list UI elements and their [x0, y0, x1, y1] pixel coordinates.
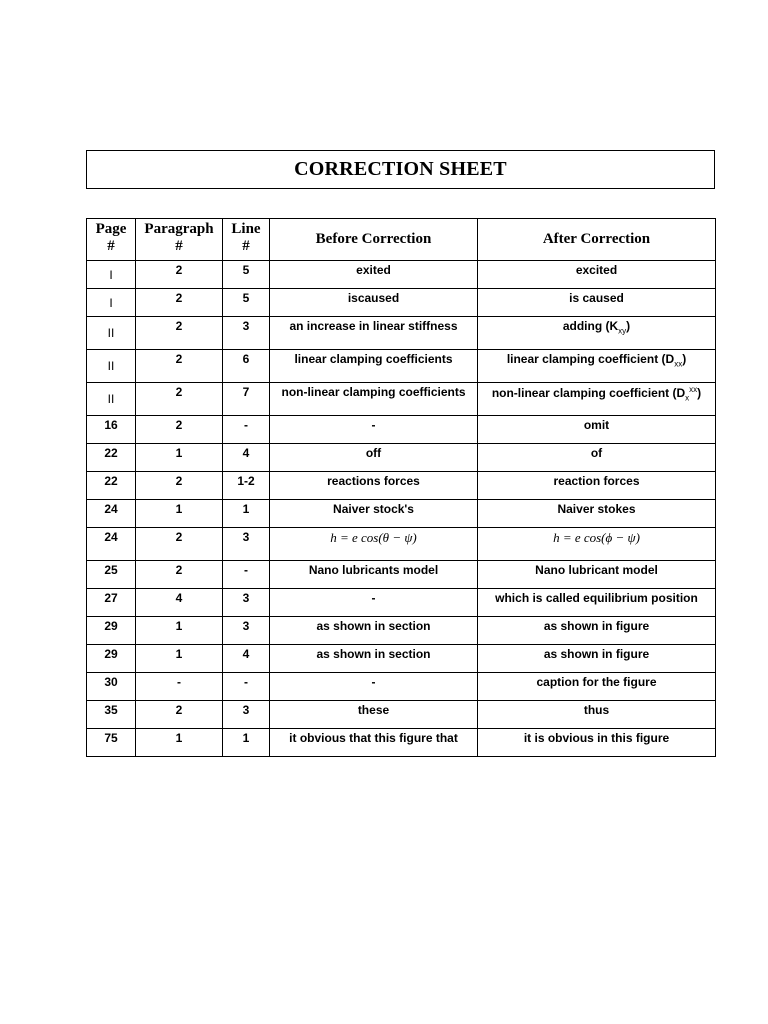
title-box [86, 150, 715, 189]
cell-paragraph: 2 [136, 350, 223, 383]
cell-page: 30 [87, 673, 136, 701]
cell-after: is caused [478, 289, 716, 317]
header-paragraph-label: Paragraph # [144, 221, 214, 254]
cell-page: 35 [87, 701, 136, 729]
cell-paragraph: 2 [136, 528, 223, 561]
cell-line: 3 [223, 528, 270, 561]
cell-before: reactions forces [270, 472, 478, 500]
table-row [87, 317, 716, 350]
cell-after: it is obvious in this figure [478, 729, 716, 757]
cell-after: caption for the figure [478, 673, 716, 701]
cell-after: Naiver stokes [478, 500, 716, 528]
table-body [87, 261, 716, 757]
cell-page: 25 [87, 561, 136, 589]
cell-before: it obvious that this figure that [270, 729, 478, 757]
math-expression: h = e cos(θ − ψ) [330, 530, 417, 545]
header-after: After Correction [478, 219, 716, 261]
cell-after: adding $(K_{xy})$ [478, 317, 716, 350]
cell-paragraph: 4 [136, 589, 223, 617]
cell-paragraph: 1 [136, 444, 223, 472]
table-row [87, 261, 716, 289]
cell-page: I [87, 289, 136, 317]
cell-paragraph: 1 [136, 729, 223, 757]
table-row [87, 416, 716, 444]
cell-line: - [223, 416, 270, 444]
table-row [87, 701, 716, 729]
cell-before: as shown in section [270, 645, 478, 673]
table-row [87, 383, 716, 416]
table-row [87, 589, 716, 617]
table-row [87, 444, 716, 472]
cell-after: as shown in figure [478, 645, 716, 673]
cell-before: non-linear clamping coefficients [270, 383, 478, 416]
cell-before [270, 528, 478, 561]
cell-paragraph: 2 [136, 317, 223, 350]
table-row [87, 617, 716, 645]
table-row [87, 729, 716, 757]
cell-page: 16 [87, 416, 136, 444]
cell-paragraph: 1 [136, 617, 223, 645]
cell-before: off [270, 444, 478, 472]
cell-paragraph: 1 [136, 500, 223, 528]
cell-paragraph: 2 [136, 472, 223, 500]
table-row [87, 350, 716, 383]
header-page [87, 219, 136, 261]
table-row [87, 528, 716, 561]
correction-table [86, 218, 716, 757]
math-expression: h = e cos(ϕ − ψ) [553, 530, 640, 545]
cell-after: Nano lubricant model [478, 561, 716, 589]
cell-line: 1 [223, 500, 270, 528]
cell-after: excited [478, 261, 716, 289]
cell-before: exited [270, 261, 478, 289]
cell-paragraph: - [136, 673, 223, 701]
cell-line: 3 [223, 617, 270, 645]
header-page-label: Page # [95, 221, 127, 254]
cell-line: 3 [223, 317, 270, 350]
table-row [87, 472, 716, 500]
cell-after: which is called equilibrium position [478, 589, 716, 617]
cell-paragraph: 1 [136, 645, 223, 673]
cell-line: 6 [223, 350, 270, 383]
cell-paragraph: 2 [136, 561, 223, 589]
header-paragraph [136, 219, 223, 261]
cell-line: 7 [223, 383, 270, 416]
cell-line: - [223, 561, 270, 589]
cell-line: 5 [223, 289, 270, 317]
cell-after: thus [478, 701, 716, 729]
cell-page: 29 [87, 645, 136, 673]
table-row [87, 645, 716, 673]
cell-page: 27 [87, 589, 136, 617]
cell-line: 1 [223, 729, 270, 757]
cell-paragraph: 2 [136, 289, 223, 317]
cell-after: non-linear clamping coefficient $(D_x^{xx})$ [478, 383, 716, 416]
cell-before: as shown in section [270, 617, 478, 645]
page-title: CORRECTION SHEET [294, 158, 507, 180]
cell-paragraph: 2 [136, 261, 223, 289]
cell-page: 22 [87, 472, 136, 500]
cell-line: 5 [223, 261, 270, 289]
header-line [223, 219, 270, 261]
cell-after: linear clamping coefficient $(D_{xx})$ [478, 350, 716, 383]
cell-line: 3 [223, 701, 270, 729]
cell-after: of [478, 444, 716, 472]
cell-after [478, 528, 716, 561]
cell-line: 4 [223, 444, 270, 472]
cell-page: 22 [87, 444, 136, 472]
cell-page: II [87, 317, 136, 350]
cell-before: - [270, 416, 478, 444]
cell-paragraph: 2 [136, 383, 223, 416]
cell-page: II [87, 350, 136, 383]
cell-after: as shown in figure [478, 617, 716, 645]
header-row [87, 219, 716, 261]
cell-page: I [87, 261, 136, 289]
cell-paragraph: 2 [136, 416, 223, 444]
table-row [87, 500, 716, 528]
cell-page: 75 [87, 729, 136, 757]
cell-page: 24 [87, 500, 136, 528]
cell-before: iscaused [270, 289, 478, 317]
table-row [87, 289, 716, 317]
header-line-label: Line # [231, 221, 261, 254]
cell-before: Naiver stock's [270, 500, 478, 528]
cell-page: II [87, 383, 136, 416]
table-row [87, 673, 716, 701]
cell-before: an increase in linear stiffness [270, 317, 478, 350]
cell-line: - [223, 673, 270, 701]
cell-page: 29 [87, 617, 136, 645]
cell-before: - [270, 673, 478, 701]
cell-line: 4 [223, 645, 270, 673]
cell-before: - [270, 589, 478, 617]
cell-line: 1-2 [223, 472, 270, 500]
cell-line: 3 [223, 589, 270, 617]
header-before: Before Correction [270, 219, 478, 261]
cell-before: linear clamping coefficients [270, 350, 478, 383]
table-row [87, 561, 716, 589]
cell-before: these [270, 701, 478, 729]
cell-page: 24 [87, 528, 136, 561]
cell-after: omit [478, 416, 716, 444]
cell-before: Nano lubricants model [270, 561, 478, 589]
cell-after: reaction forces [478, 472, 716, 500]
cell-paragraph: 2 [136, 701, 223, 729]
